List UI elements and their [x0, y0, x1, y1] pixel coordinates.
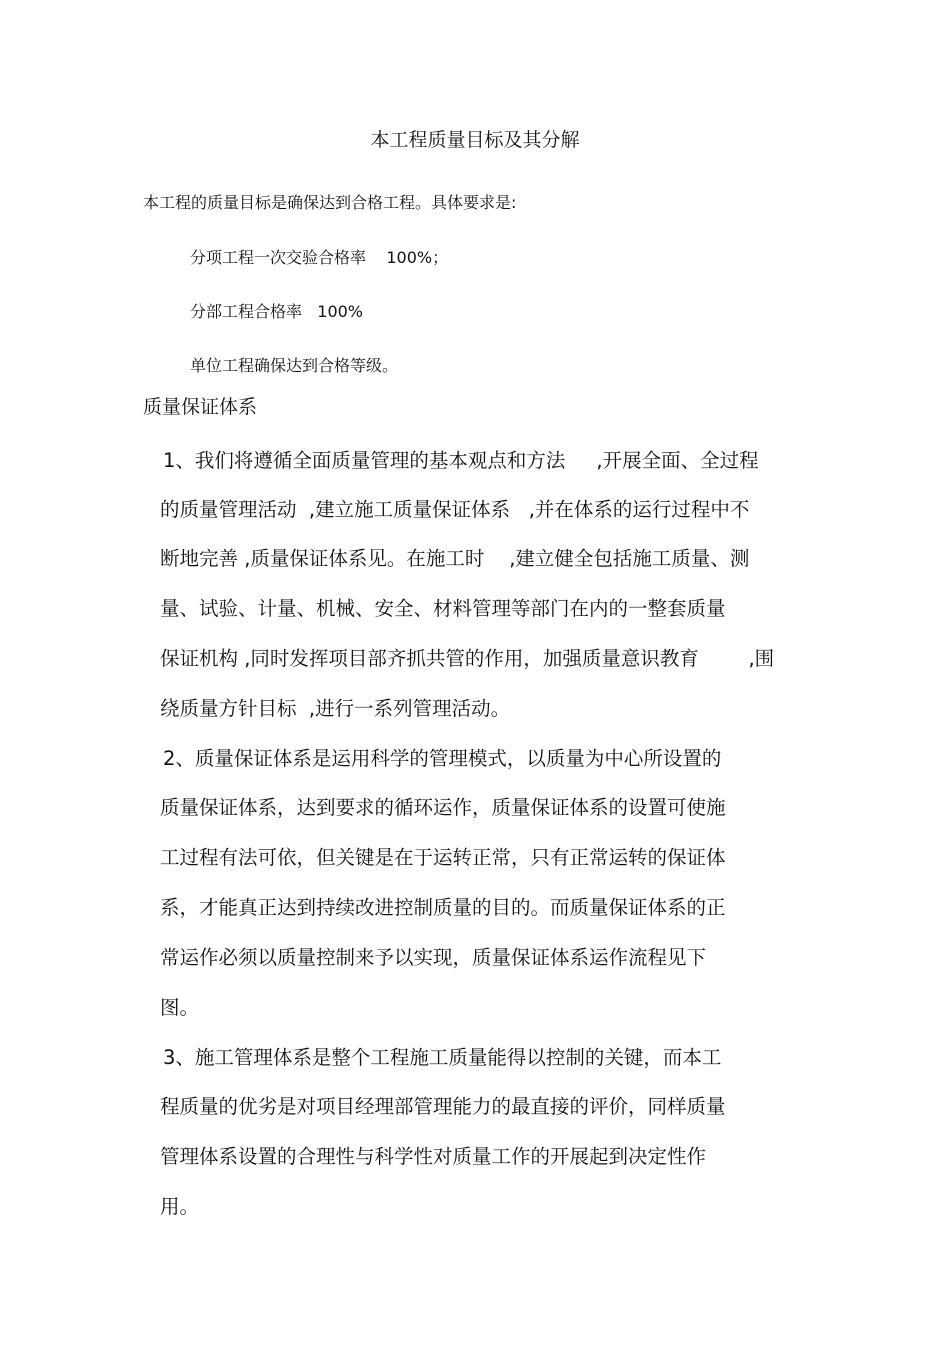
- target-item: 单位工程确保达到合格等级。: [190, 356, 399, 375]
- paragraph-1-line: 的质量管理活动 ,建立施工质量保证体系 ,并在体系的运行过程中不: [160, 498, 750, 521]
- paragraph-1-line: 绕质量方针目标 ,进行一系列管理活动。: [160, 697, 511, 720]
- document-title: 本工程质量目标及其分解: [370, 129, 580, 151]
- paragraph-1-line: 断地完善 ,质量保证体系见。在施工时 ,建立健全包括施工质量、测: [160, 547, 750, 570]
- paragraph-2-line: 质量保证体系，达到要求的循环运作，质量保证体系的设置可使施: [160, 796, 726, 819]
- paragraph-2-line: 系，才能真正达到持续改进控制质量的目的。而质量保证体系的正: [160, 896, 726, 919]
- paragraph-1-line: 保证机构 ,同时发挥项目部齐抓共管的作用，加强质量意识教育 ,围: [160, 647, 775, 670]
- intro-text: 本工程的质量目标是确保达到合格工程。具体要求是:: [143, 193, 517, 212]
- paragraph-1-line: 1、我们将遵循全面质量管理的基本观点和方法 ,开展全面、全过程: [163, 449, 759, 472]
- paragraph-1-line: 量、试验、计量、机械、安全、材料管理等部门在内的一整套质量: [160, 597, 726, 620]
- paragraph-3-line: 用。: [160, 1195, 200, 1218]
- target-item: 分部工程合格率 100%: [190, 302, 364, 321]
- paragraph-2-line: 工过程有法可依，但关键是在于运转正常，只有正常运转的保证体: [160, 846, 726, 869]
- paragraph-3-line: 3、施工管理体系是整个工程施工质量能得以控制的关键，而本工: [163, 1046, 722, 1069]
- paragraph-2-line: 图。: [160, 996, 200, 1019]
- paragraph-2-line: 常运作必须以质量控制来予以实现，质量保证体系运作流程见下: [160, 946, 707, 969]
- paragraph-2-line: 2、质量保证体系是运用科学的管理模式，以质量为中心所设置的: [163, 747, 722, 770]
- target-item: 分项工程一次交验合格率 100%；: [190, 248, 449, 267]
- paragraph-3-line: 程质量的优劣是对项目经理部管理能力的最直接的评价，同样质量: [160, 1095, 726, 1118]
- paragraph-3-line: 管理体系设置的合理性与科学性对质量工作的开展起到决定性作: [160, 1145, 707, 1168]
- section-heading: 质量保证体系: [143, 396, 258, 418]
